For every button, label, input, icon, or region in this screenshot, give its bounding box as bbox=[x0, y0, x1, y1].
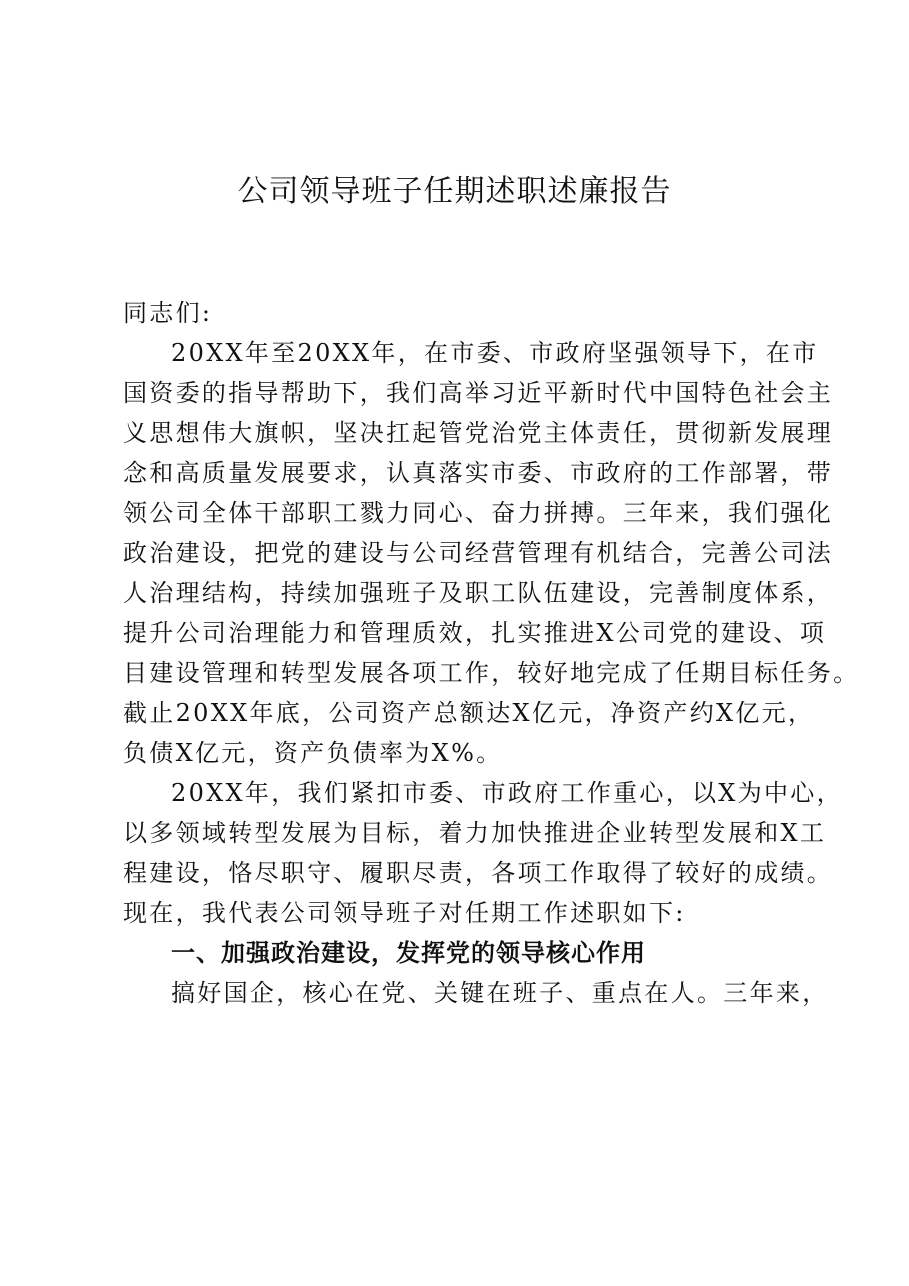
document-title: 公司领导班子任期述职述廉报告 bbox=[237, 174, 672, 209]
body-line: 20XX年至20XX年，在市委、市政府坚强领导下，在市 bbox=[171, 339, 819, 367]
body-line: 领公司全体干部职工戮力同心、奋力拼搏。三年来，我们强化 bbox=[123, 499, 834, 527]
body-line: 搞好国企，核心在党、关键在班子、重点在人。三年来， bbox=[171, 979, 829, 1007]
body-line: 同志们: bbox=[123, 299, 213, 327]
body-line: 提升公司治理能力和管理质效，扎实推进X公司党的建设、项 bbox=[123, 619, 827, 647]
body-line: 目建设管理和转型发展各项工作，较好地完成了任期目标任务。 bbox=[123, 659, 860, 687]
body-line: 国资委的指导帮助下，我们高举习近平新时代中国特色社会主 bbox=[123, 379, 834, 407]
document-body bbox=[123, 293, 860, 1013]
body-line: 负债X亿元，资产负债率为X%。 bbox=[123, 739, 503, 767]
body-line: 程建设，恪尽职守、履职尽责，各项工作取得了较好的成绩。 bbox=[123, 859, 834, 887]
body-line: 20XX年，我们紧扣市委、市政府工作重心，以X为中心， bbox=[171, 779, 843, 807]
body-line: 政治建设，把党的建设与公司经营管理有机结合，完善公司法 bbox=[123, 539, 834, 567]
body-line: 人治理结构，持续加强班子及职工队伍建设，完善制度体系， bbox=[123, 579, 834, 607]
body-line: 念和高质量发展要求，认真落实市委、市政府的工作部署，带 bbox=[123, 459, 834, 487]
body-line: 现在，我代表公司领导班子对任期工作述职如下: bbox=[123, 899, 686, 927]
body-line: 以多领域转型发展为目标，着力加快推进企业转型发展和X工 bbox=[123, 819, 827, 847]
body-line: 截止20XX年底，公司资产总额达X亿元，净资产约X亿元， bbox=[123, 699, 815, 727]
section-heading: 一、加强政治建设，发挥党的领导核心作用 bbox=[171, 939, 646, 967]
body-line: 义思想伟大旗帜，坚决扛起管党治党主体责任，贯彻新发展理 bbox=[123, 419, 834, 447]
